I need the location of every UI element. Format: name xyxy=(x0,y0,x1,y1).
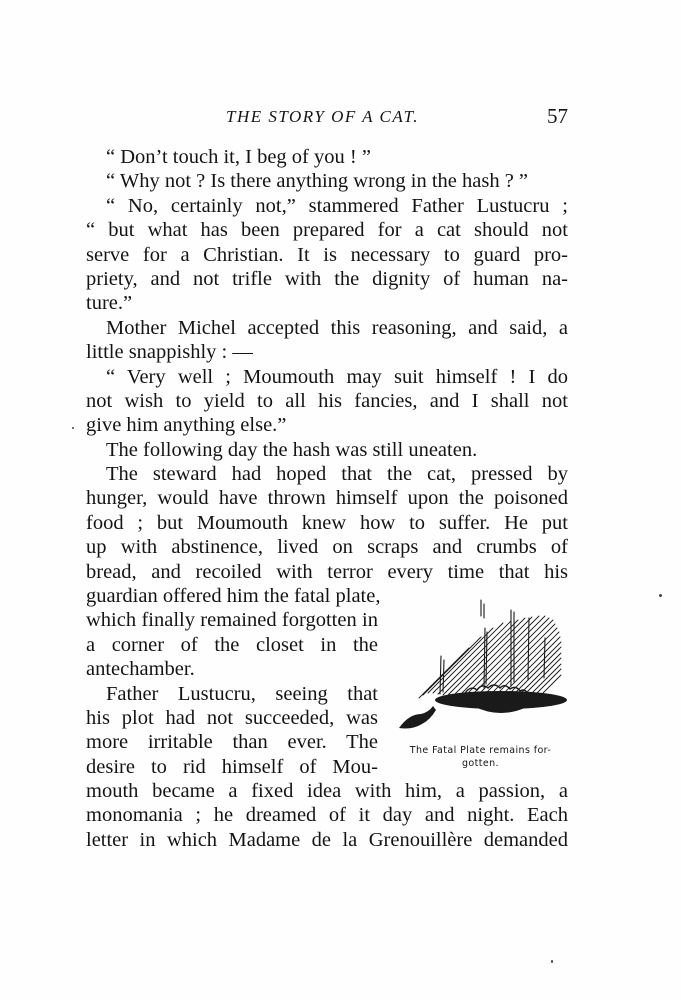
text-line: priety, and not trifle with the dignity of human na- xyxy=(86,267,568,290)
text-line: antechamber. xyxy=(86,658,195,681)
text-line: “ Why not ? Is there anything wrong in the hash ? ” xyxy=(106,170,529,193)
body-text-beside-figure xyxy=(86,584,381,779)
text-line: his plot had not succeeded, was xyxy=(86,706,378,729)
text-line: not wish to yield to all his fancies, and I shall not xyxy=(86,389,568,412)
text-line: more irritable than ever. The xyxy=(86,731,378,754)
text-line: desire to rid himself of Mou- xyxy=(86,755,378,778)
text-line: Father Lustucru, seeing that xyxy=(106,682,378,705)
text-line: monomania ; he dreamed of it day and night. Each xyxy=(86,804,568,827)
text-line: which finally remained forgotten in xyxy=(86,609,378,632)
paper-speck xyxy=(551,960,553,963)
text-line: “ No, certainly not,” stammered Father Lustucru ; xyxy=(106,194,568,217)
text-line: little snappishly : — xyxy=(86,341,253,364)
body-text-bottom xyxy=(86,779,568,852)
text-line: Mother Michel accepted this reasoning, and said, a xyxy=(106,316,568,339)
text-line: bread, and recoiled with terror every time that his xyxy=(86,560,568,583)
text-line: ture.” xyxy=(86,292,133,315)
caption-line: gotten. xyxy=(462,758,499,769)
text-line: serve for a Christian. It is necessary to guard pro- xyxy=(86,243,568,266)
page-number: 57 xyxy=(547,104,568,128)
plate-drawing xyxy=(393,598,573,743)
text-line: The following day the hash was still uneaten. xyxy=(106,438,478,461)
running-title: THE STORY OF A CAT. xyxy=(226,107,420,126)
text-line: “ Very well ; Moumouth may suit himself ! I do xyxy=(106,365,568,388)
text-line: a corner of the closet in the xyxy=(86,633,378,656)
paper-speck xyxy=(659,594,662,597)
text-line: give him anything else.” xyxy=(86,414,287,437)
text-line: food ; but Moumouth knew how to suffer. He put xyxy=(86,511,568,534)
text-line: letter in which Madame de la Grenouillère demanded xyxy=(86,828,568,851)
page-header xyxy=(86,104,572,134)
text-line: up with abstinence, lived on scraps and crumbs of xyxy=(86,536,568,559)
text-line: guardian offered him the fatal plate, xyxy=(86,585,381,607)
text-line: The steward had hoped that the cat, pressed by xyxy=(106,463,568,486)
text-line: “ but what has been prepared for a cat should not xyxy=(86,219,568,242)
caption-line: The Fatal Plate remains for- xyxy=(409,745,552,756)
body-text-top xyxy=(86,145,568,584)
plate-foot xyxy=(473,706,529,713)
paper-speck xyxy=(72,427,74,429)
text-line: hunger, would have thrown himself upon the poisoned xyxy=(86,487,568,510)
figure-caption xyxy=(393,744,568,770)
text-line: mouth became a fixed idea with him, a passion, a xyxy=(86,780,568,802)
fatal-plate-illustration xyxy=(393,598,573,778)
text-line: “ Don’t touch it, I beg of you ! ” xyxy=(106,146,371,168)
